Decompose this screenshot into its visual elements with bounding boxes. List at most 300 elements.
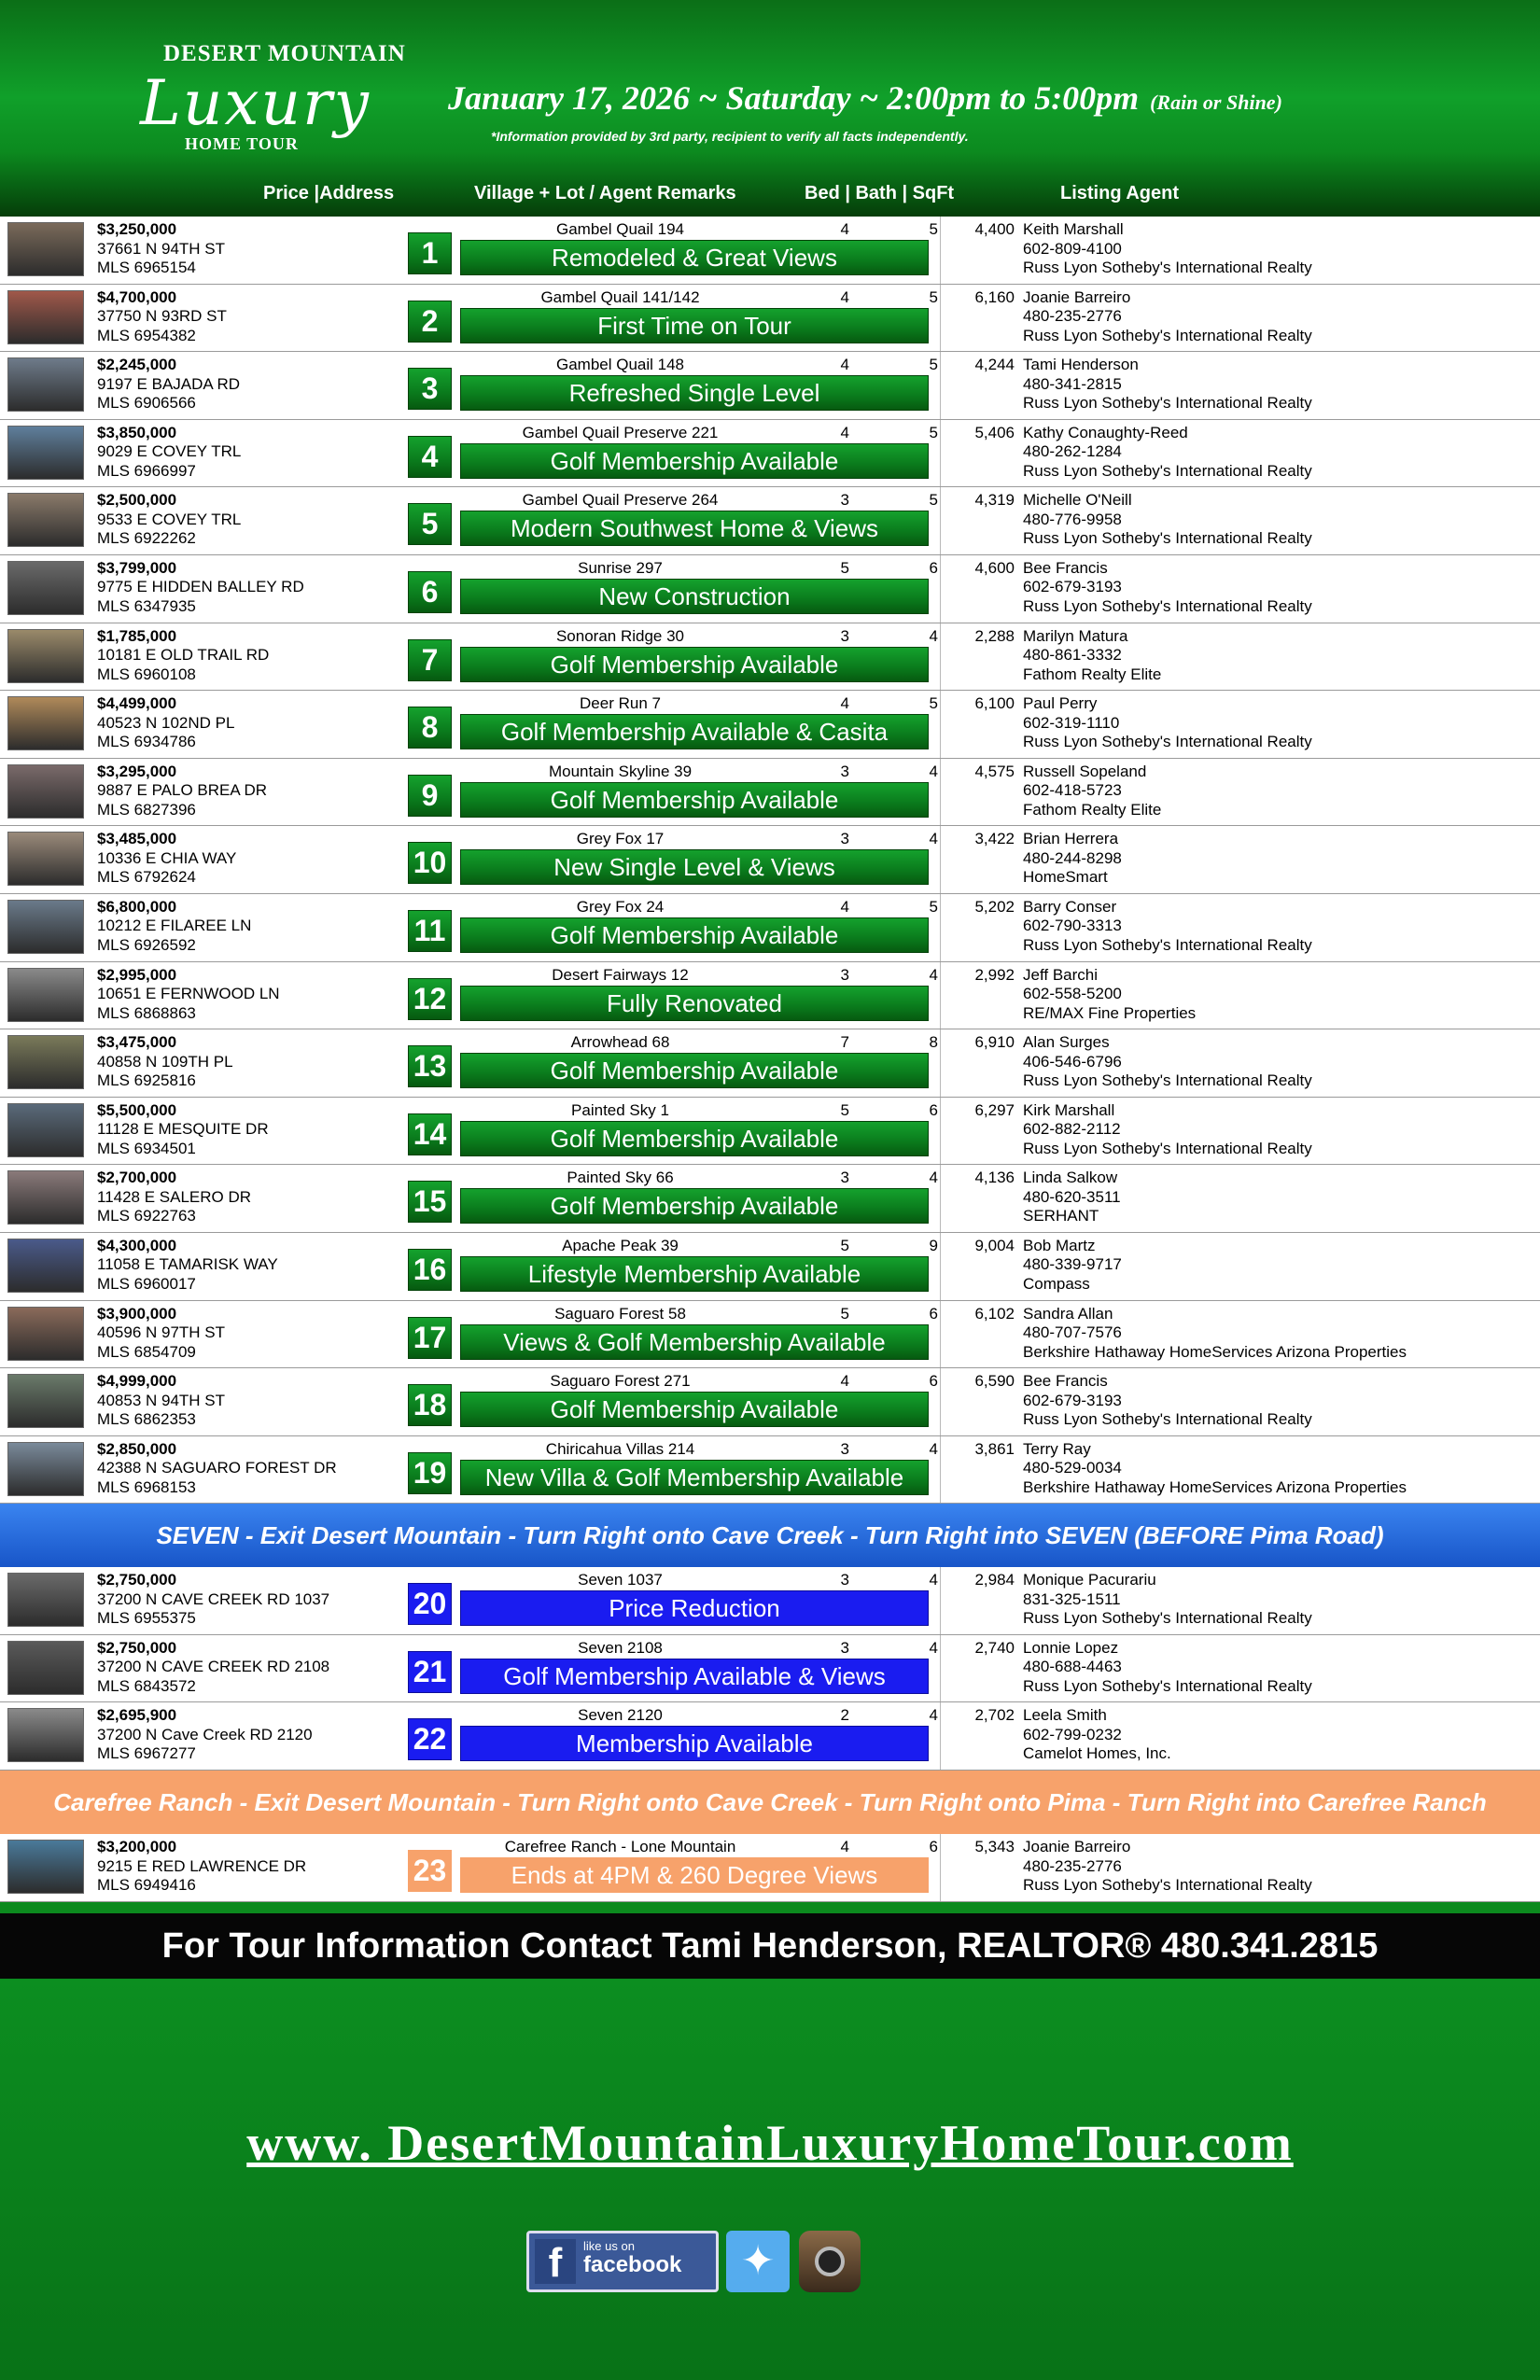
listing-bath: 5 <box>929 423 938 441</box>
tour-stop-number: 2 <box>408 301 452 343</box>
property-photo[interactable] <box>7 561 84 615</box>
tour-stop-number: 20 <box>408 1583 452 1625</box>
agent-name: Paul Perry <box>1023 694 1098 713</box>
property-photo[interactable] <box>7 696 84 750</box>
listing-bed: 3 <box>840 491 849 510</box>
listing-row <box>0 1834 1540 1902</box>
tour-stop-number: 9 <box>408 775 452 817</box>
listing-bed: 3 <box>840 1571 849 1589</box>
listing-address-block <box>97 559 304 617</box>
agent-name: Michelle O'Neill <box>1023 491 1132 510</box>
agent-brokerage: Russ Lyon Sotheby's International Realty <box>1023 529 1312 548</box>
agent-remark-bar: Golf Membership Available <box>460 782 929 818</box>
listing-price: $3,900,000 <box>97 1304 177 1323</box>
agent-brokerage: Fathom Realty Elite <box>1023 665 1162 683</box>
listing-bed: 4 <box>840 897 849 916</box>
listing-mls: MLS 6967277 <box>97 1744 196 1763</box>
listing-bath: 9 <box>929 1236 938 1254</box>
listing-village-lot: Mountain Skyline 39 <box>548 762 693 780</box>
listing-bath: 8 <box>929 1033 938 1052</box>
column-divider <box>940 1834 941 1901</box>
listing-mls: MLS 6926592 <box>97 935 196 954</box>
agent-remark-bar: Modern Southwest Home & Views <box>460 511 929 546</box>
agent-name: Kathy Conaughty-Reed <box>1023 423 1188 441</box>
tour-stop-number: 17 <box>408 1317 452 1359</box>
agent-brokerage: Russ Lyon Sotheby's International Realty <box>1023 935 1312 954</box>
listing-village-lot: Sonoran Ridge 30 <box>555 626 685 645</box>
listing-mls: MLS 6934501 <box>97 1139 196 1157</box>
agent-brokerage: Russ Lyon Sotheby's International Realty <box>1023 394 1312 413</box>
facebook-big-text: facebook <box>583 2252 682 2277</box>
listing-bath: 4 <box>929 1571 938 1589</box>
listing-bed: 7 <box>840 1033 849 1052</box>
listing-price: $3,850,000 <box>97 423 177 441</box>
rain-note: (Rain or Shine) <box>1150 91 1282 114</box>
listing-agent-block <box>1023 356 1312 413</box>
listing-bath: 4 <box>929 965 938 984</box>
property-photo[interactable] <box>7 832 84 886</box>
agent-brokerage: RE/MAX Fine Properties <box>1023 1003 1197 1022</box>
agent-name: Bee Francis <box>1023 1372 1108 1391</box>
agent-remark-bar: Membership Available <box>460 1726 929 1761</box>
listing-agent-block <box>1023 1101 1312 1159</box>
agent-remark-bar: Price Reduction <box>460 1590 929 1626</box>
tour-stop-number: 4 <box>408 436 452 478</box>
agent-phone: 602-319-1110 <box>1023 713 1120 732</box>
agent-brokerage: Russ Lyon Sotheby's International Realty <box>1023 1676 1312 1695</box>
agent-remark-bar: New Construction <box>460 579 929 614</box>
facebook-icon: f <box>535 2239 576 2284</box>
listing-price: $2,850,000 <box>97 1439 177 1458</box>
listing-bath: 4 <box>929 1706 938 1725</box>
property-photo[interactable] <box>7 1103 84 1157</box>
agent-remark-bar: New Single Level & Views <box>460 849 929 885</box>
tour-stop-number: 21 <box>408 1651 452 1693</box>
listing-mls: MLS 6922262 <box>97 529 196 548</box>
agent-phone: 480-861-3332 <box>1023 646 1122 665</box>
agent-remark-bar: Golf Membership Available <box>460 1188 929 1224</box>
agent-brokerage: Russ Lyon Sotheby's International Realty <box>1023 461 1312 480</box>
listing-village-lot: Gambel Quail 141/142 <box>540 287 700 306</box>
listing-mls: MLS 6934786 <box>97 733 196 751</box>
listing-mls: MLS 6854709 <box>97 1342 196 1361</box>
facebook-like-button[interactable] <box>526 2231 719 2292</box>
listing-address: 11058 E TAMARISK WAY <box>97 1255 278 1274</box>
property-photo[interactable] <box>7 426 84 480</box>
column-divider <box>940 1567 941 1634</box>
listing-bath: 4 <box>929 830 938 848</box>
listing-bath: 6 <box>929 1838 938 1856</box>
property-photo[interactable] <box>7 1035 84 1089</box>
property-photo[interactable] <box>7 493 84 547</box>
listing-agent-block <box>1023 1033 1312 1091</box>
listing-sqft: 2,288 <box>974 626 1015 645</box>
listing-price: $3,200,000 <box>97 1838 177 1856</box>
column-divider <box>940 1165 941 1232</box>
footer <box>0 1979 1540 2380</box>
column-header-village: Village + Lot / Agent Remarks <box>474 183 736 203</box>
agent-phone: 480-620-3511 <box>1023 1187 1121 1206</box>
agent-brokerage: Russ Lyon Sotheby's International Realty <box>1023 326 1312 344</box>
listing-bed: 5 <box>840 1100 849 1119</box>
agent-remark-bar: Golf Membership Available <box>460 647 929 682</box>
agent-name: Bob Martz <box>1023 1236 1096 1254</box>
agent-remark-bar: Golf Membership Available & Casita <box>460 714 929 749</box>
tour-stop-number: 18 <box>408 1384 452 1426</box>
listing-village-lot: Gambel Quail Preserve 221 <box>522 423 719 441</box>
listing-address-block <box>97 1169 251 1226</box>
listing-sqft: 5,406 <box>974 423 1015 441</box>
listing-bed: 3 <box>840 1638 849 1657</box>
listing-mls: MLS 6827396 <box>97 800 196 819</box>
listing-row <box>0 691 1540 759</box>
listing-agent-block <box>1023 1706 1171 1764</box>
column-divider <box>940 1233 941 1300</box>
column-header-price: Price |Address <box>263 183 395 203</box>
listing-row <box>0 1233 1540 1301</box>
contact-bar: For Tour Information Contact Tami Henderson, REALTOR® 480.341.2815 <box>0 1913 1540 1979</box>
listing-price: $2,750,000 <box>97 1638 177 1657</box>
listing-address-block <box>97 763 267 820</box>
listing-address: 9887 E PALO BREA DR <box>97 781 268 800</box>
property-photo[interactable] <box>7 1641 84 1695</box>
agent-phone: 602-882-2112 <box>1023 1120 1121 1139</box>
listing-bath: 4 <box>929 626 938 645</box>
column-divider <box>940 1436 941 1504</box>
listing-address: 10181 E OLD TRAIL RD <box>97 646 270 665</box>
column-divider <box>940 759 941 826</box>
listing-address: 9029 E COVEY TRL <box>97 442 242 461</box>
agent-phone: 602-809-4100 <box>1023 239 1122 258</box>
agent-phone: 480-235-2776 <box>1023 307 1122 326</box>
listing-address: 9197 E BAJADA RD <box>97 374 241 393</box>
listing-village-lot: Arrowhead 68 <box>570 1033 670 1052</box>
listing-bath: 5 <box>929 897 938 916</box>
column-divider <box>940 1301 941 1368</box>
listing-price: $2,995,000 <box>97 965 177 984</box>
listing-address-block <box>97 424 241 482</box>
listing-mls: MLS 6862353 <box>97 1410 196 1429</box>
agent-phone: 602-790-3313 <box>1023 917 1122 935</box>
agent-name: Keith Marshall <box>1023 220 1124 238</box>
listing-address-block <box>97 898 251 956</box>
listing-row <box>0 1165 1540 1233</box>
listing-address-block <box>97 491 241 549</box>
agent-phone: 480-529-0034 <box>1023 1459 1122 1477</box>
agent-remark-bar: Lifestyle Membership Available <box>460 1256 929 1292</box>
listing-bed: 4 <box>840 1372 849 1391</box>
listing-mls: MLS 6968153 <box>97 1477 196 1496</box>
listings-table <box>0 217 1540 1902</box>
listing-sqft: 6,590 <box>974 1372 1015 1391</box>
twitter-icon[interactable]: ✦ <box>726 2231 790 2292</box>
agent-brokerage: Berkshire Hathaway HomeServices Arizona Properties <box>1023 1477 1407 1496</box>
listing-price: $2,750,000 <box>97 1571 177 1589</box>
event-date-text: January 17, 2026 ~ Saturday ~ 2:00pm to 5:00pm <box>448 79 1140 117</box>
listing-row <box>0 1635 1540 1703</box>
agent-phone: 406-546-6796 <box>1023 1052 1122 1071</box>
tour-stop-number: 14 <box>408 1113 452 1155</box>
listing-bed: 5 <box>840 558 849 577</box>
agent-phone: 480-688-4463 <box>1023 1658 1122 1676</box>
tour-stop-number: 19 <box>408 1452 452 1494</box>
property-photo[interactable] <box>7 629 84 683</box>
listing-row <box>0 962 1540 1030</box>
listing-price: $2,700,000 <box>97 1169 177 1187</box>
property-photo[interactable] <box>7 1374 84 1428</box>
tour-stop-number: 10 <box>408 842 452 884</box>
listings-group-carefree <box>0 1834 1540 1902</box>
property-photo[interactable] <box>7 1573 84 1627</box>
listing-price: $4,999,000 <box>97 1372 177 1391</box>
listing-price: $2,500,000 <box>97 491 177 510</box>
column-divider <box>940 555 941 623</box>
agent-phone: 480-244-8298 <box>1023 848 1122 867</box>
listing-village-lot: Seven 1037 <box>578 1571 663 1589</box>
listing-agent-block <box>1023 491 1312 549</box>
agent-phone: 480-339-9717 <box>1023 1255 1122 1274</box>
agent-phone: 602-679-3193 <box>1023 578 1122 596</box>
column-divider <box>940 691 941 758</box>
listing-price: $5,500,000 <box>97 1100 177 1119</box>
tour-logo <box>140 37 439 163</box>
property-photo[interactable] <box>7 1708 84 1762</box>
listing-address-block <box>97 1838 306 1896</box>
property-photo[interactable] <box>7 1840 84 1894</box>
disclaimer: *Information provided by 3rd party, recipient to verify all facts independently. <box>491 129 969 144</box>
tour-stop-number: 5 <box>408 503 452 545</box>
listing-bed: 3 <box>840 1169 849 1187</box>
tour-stop-number: 23 <box>408 1850 452 1892</box>
listing-sqft: 2,992 <box>974 965 1015 984</box>
agent-brokerage: Russ Lyon Sotheby's International Realty <box>1023 733 1312 751</box>
listing-bed: 3 <box>840 830 849 848</box>
agent-name: Russell Sopeland <box>1023 762 1147 780</box>
listing-village-lot: Grey Fox 17 <box>576 830 665 848</box>
property-photo[interactable] <box>7 290 84 344</box>
listing-agent-block <box>1023 559 1312 617</box>
listing-sqft: 3,861 <box>974 1439 1015 1458</box>
listing-sqft: 6,160 <box>974 287 1015 306</box>
tour-stop-number: 15 <box>408 1181 452 1223</box>
agent-phone: 480-707-7576 <box>1023 1323 1122 1341</box>
column-divider <box>940 352 941 419</box>
listing-sqft: 2,984 <box>974 1571 1015 1589</box>
property-photo[interactable] <box>7 900 84 954</box>
listing-sqft: 4,575 <box>974 762 1015 780</box>
listing-address-block <box>97 694 234 752</box>
agent-remark-bar: New Villa & Golf Membership Available <box>460 1460 929 1495</box>
agent-brokerage: Russ Lyon Sotheby's International Realty <box>1023 596 1312 615</box>
agent-name: Monique Pacurariu <box>1023 1571 1156 1589</box>
listing-village-lot: Saguaro Forest 271 <box>550 1372 691 1391</box>
agent-name: Marilyn Matura <box>1023 626 1128 645</box>
listing-row <box>0 1301 1540 1369</box>
listing-village-lot: Desert Fairways 12 <box>552 965 689 984</box>
listing-address: 37750 N 93RD ST <box>97 307 227 326</box>
listing-agent-block <box>1023 220 1312 278</box>
agent-brokerage: Russ Lyon Sotheby's International Realty <box>1023 1071 1312 1090</box>
tour-stop-number: 13 <box>408 1045 452 1087</box>
listing-bed: 5 <box>840 1304 849 1323</box>
property-photo[interactable] <box>7 764 84 819</box>
listing-agent-block <box>1023 288 1312 346</box>
listing-village-lot: Chiricahua Villas 214 <box>545 1439 695 1458</box>
agent-brokerage: Compass <box>1023 1274 1090 1293</box>
agent-phone: 480-262-1284 <box>1023 442 1122 461</box>
facebook-small-text: like us on <box>583 2239 635 2253</box>
listing-bed: 3 <box>840 1439 849 1458</box>
listing-price: $2,695,900 <box>97 1706 177 1725</box>
listing-sqft: 9,004 <box>974 1236 1015 1254</box>
agent-brokerage: Russ Lyon Sotheby's International Realty <box>1023 1609 1312 1628</box>
listing-village-lot: Gambel Quail 148 <box>555 356 685 374</box>
listing-sqft: 6,100 <box>974 694 1015 713</box>
listing-price: $3,295,000 <box>97 762 177 780</box>
column-divider <box>940 420 941 487</box>
tour-stop-number: 22 <box>408 1718 452 1760</box>
listing-village-lot: Seven 2120 <box>578 1706 663 1725</box>
agent-remark-bar: Golf Membership Available <box>460 1392 929 1427</box>
listing-sqft: 5,202 <box>974 897 1015 916</box>
listing-sqft: 3,422 <box>974 830 1015 848</box>
listing-bed: 4 <box>840 1838 849 1856</box>
agent-name: Bee Francis <box>1023 558 1108 577</box>
listing-address-block <box>97 1237 278 1295</box>
listing-sqft: 2,702 <box>974 1706 1015 1725</box>
listing-address-block <box>97 288 227 346</box>
property-photo[interactable] <box>7 1170 84 1225</box>
carefree-directions-banner: Carefree Ranch - Exit Desert Mountain - Turn Right onto Cave Creek - Turn Right onto Pima - Turn Right into Carefree Ranch <box>0 1771 1540 1834</box>
listing-address: 40858 N 109TH PL <box>97 1052 233 1071</box>
listing-price: $1,785,000 <box>97 626 177 645</box>
event-date <box>448 78 1282 118</box>
listing-price: $3,475,000 <box>97 1033 177 1052</box>
listing-address-block <box>97 1440 337 1498</box>
listing-bath: 4 <box>929 1638 938 1657</box>
listing-mls: MLS 6925816 <box>97 1071 196 1090</box>
listing-mls: MLS 6965154 <box>97 259 196 276</box>
column-divider <box>940 623 941 691</box>
listing-price: $3,250,000 <box>97 220 177 238</box>
property-photo[interactable] <box>7 968 84 1022</box>
listing-village-lot: Carefree Ranch - Lone Mountain <box>504 1838 736 1856</box>
listing-row <box>0 285 1540 353</box>
agent-remark-bar: Views & Golf Membership Available <box>460 1324 929 1360</box>
listing-address: 37661 N 94TH ST <box>97 239 226 258</box>
agent-phone: 602-799-0232 <box>1023 1725 1122 1743</box>
agent-phone: 602-679-3193 <box>1023 1391 1122 1409</box>
listing-address-block <box>97 1372 225 1430</box>
property-photo[interactable] <box>7 1239 84 1293</box>
listing-address: 11428 E SALERO DR <box>97 1187 252 1206</box>
agent-brokerage: Russ Lyon Sotheby's International Realty <box>1023 1139 1312 1157</box>
agent-remark-bar: First Time on Tour <box>460 308 929 343</box>
listing-agent-block <box>1023 830 1122 888</box>
agent-name: Sandra Allan <box>1023 1304 1113 1323</box>
tour-stop-number: 8 <box>408 707 452 749</box>
listing-bed: 4 <box>840 694 849 713</box>
agent-brokerage: Russ Lyon Sotheby's International Realty <box>1023 1410 1312 1429</box>
agent-phone: 480-341-2815 <box>1023 374 1122 393</box>
listing-row <box>0 352 1540 420</box>
listing-mls: MLS 6868863 <box>97 1003 196 1022</box>
listing-address-block <box>97 1033 233 1091</box>
agent-brokerage: Russ Lyon Sotheby's International Realty <box>1023 259 1312 276</box>
listing-address: 37200 N CAVE CREEK RD 2108 <box>97 1658 330 1676</box>
property-photo[interactable] <box>7 1307 84 1361</box>
property-photo[interactable] <box>7 222 84 276</box>
column-divider <box>940 1702 941 1770</box>
listing-agent-block <box>1023 1571 1312 1629</box>
agent-name: Terry Ray <box>1023 1439 1091 1458</box>
listing-row <box>0 826 1540 894</box>
listing-mls: MLS 6960108 <box>97 665 196 683</box>
listing-address: 42388 N SAGUARO FOREST DR <box>97 1459 337 1477</box>
listing-bath: 5 <box>929 287 938 306</box>
listing-bath: 4 <box>929 762 938 780</box>
column-divider <box>940 285 941 352</box>
listing-address-block <box>97 1101 269 1159</box>
listing-address: 37200 N Cave Creek RD 2120 <box>97 1725 313 1743</box>
listing-address: 9533 E COVEY TRL <box>97 510 242 528</box>
agent-brokerage: Camelot Homes, Inc. <box>1023 1744 1171 1763</box>
listing-price: $4,300,000 <box>97 1236 177 1254</box>
listing-agent-block <box>1023 898 1312 956</box>
agent-name: Jeff Barchi <box>1023 965 1099 984</box>
agent-remark-bar: Golf Membership Available <box>460 443 929 479</box>
tour-stop-number: 11 <box>408 910 452 952</box>
agent-phone: 480-235-2776 <box>1023 1856 1122 1875</box>
listing-agent-block <box>1023 627 1161 685</box>
website-link[interactable]: www. DesertMountainLuxuryHomeTour.com <box>246 2115 1294 2171</box>
listing-bath: 5 <box>929 220 938 238</box>
listing-mls: MLS 6954382 <box>97 326 196 344</box>
listing-agent-block <box>1023 424 1312 482</box>
listing-village-lot: Gambel Quail Preserve 264 <box>522 491 719 510</box>
agent-name: Joanie Barreiro <box>1023 287 1131 306</box>
listing-row <box>0 1029 1540 1098</box>
listing-mls: MLS 6347935 <box>97 596 196 615</box>
agent-phone: 602-558-5200 <box>1023 985 1122 1003</box>
listing-price: $3,485,000 <box>97 830 177 848</box>
property-photo[interactable] <box>7 357 84 412</box>
property-photo[interactable] <box>7 1442 84 1496</box>
agent-brokerage: Russ Lyon Sotheby's International Realty <box>1023 1876 1312 1895</box>
logo-bottom-text: HOME TOUR <box>185 134 299 153</box>
instagram-icon[interactable] <box>799 2231 861 2292</box>
listing-sqft: 4,600 <box>974 558 1015 577</box>
column-divider <box>940 1029 941 1097</box>
agent-phone: 480-776-9958 <box>1023 510 1122 528</box>
listing-row <box>0 420 1540 488</box>
listing-sqft: 6,297 <box>974 1100 1015 1119</box>
listing-village-lot: Painted Sky 1 <box>571 1100 669 1119</box>
listing-row <box>0 894 1540 962</box>
listing-row <box>0 555 1540 623</box>
listing-address-block <box>97 627 269 685</box>
agent-remark-bar: Ends at 4PM & 260 Degree Views <box>460 1857 929 1893</box>
tour-stop-number: 16 <box>408 1249 452 1291</box>
listing-mls: MLS 6792624 <box>97 868 196 887</box>
listing-address-block <box>97 1305 225 1363</box>
listing-sqft: 5,343 <box>974 1838 1015 1856</box>
agent-name: Alan Surges <box>1023 1033 1110 1052</box>
listing-village-lot: Sunrise 297 <box>578 558 663 577</box>
listing-row <box>0 1567 1540 1635</box>
agent-name: Linda Salkow <box>1023 1169 1118 1187</box>
listing-row <box>0 487 1540 555</box>
